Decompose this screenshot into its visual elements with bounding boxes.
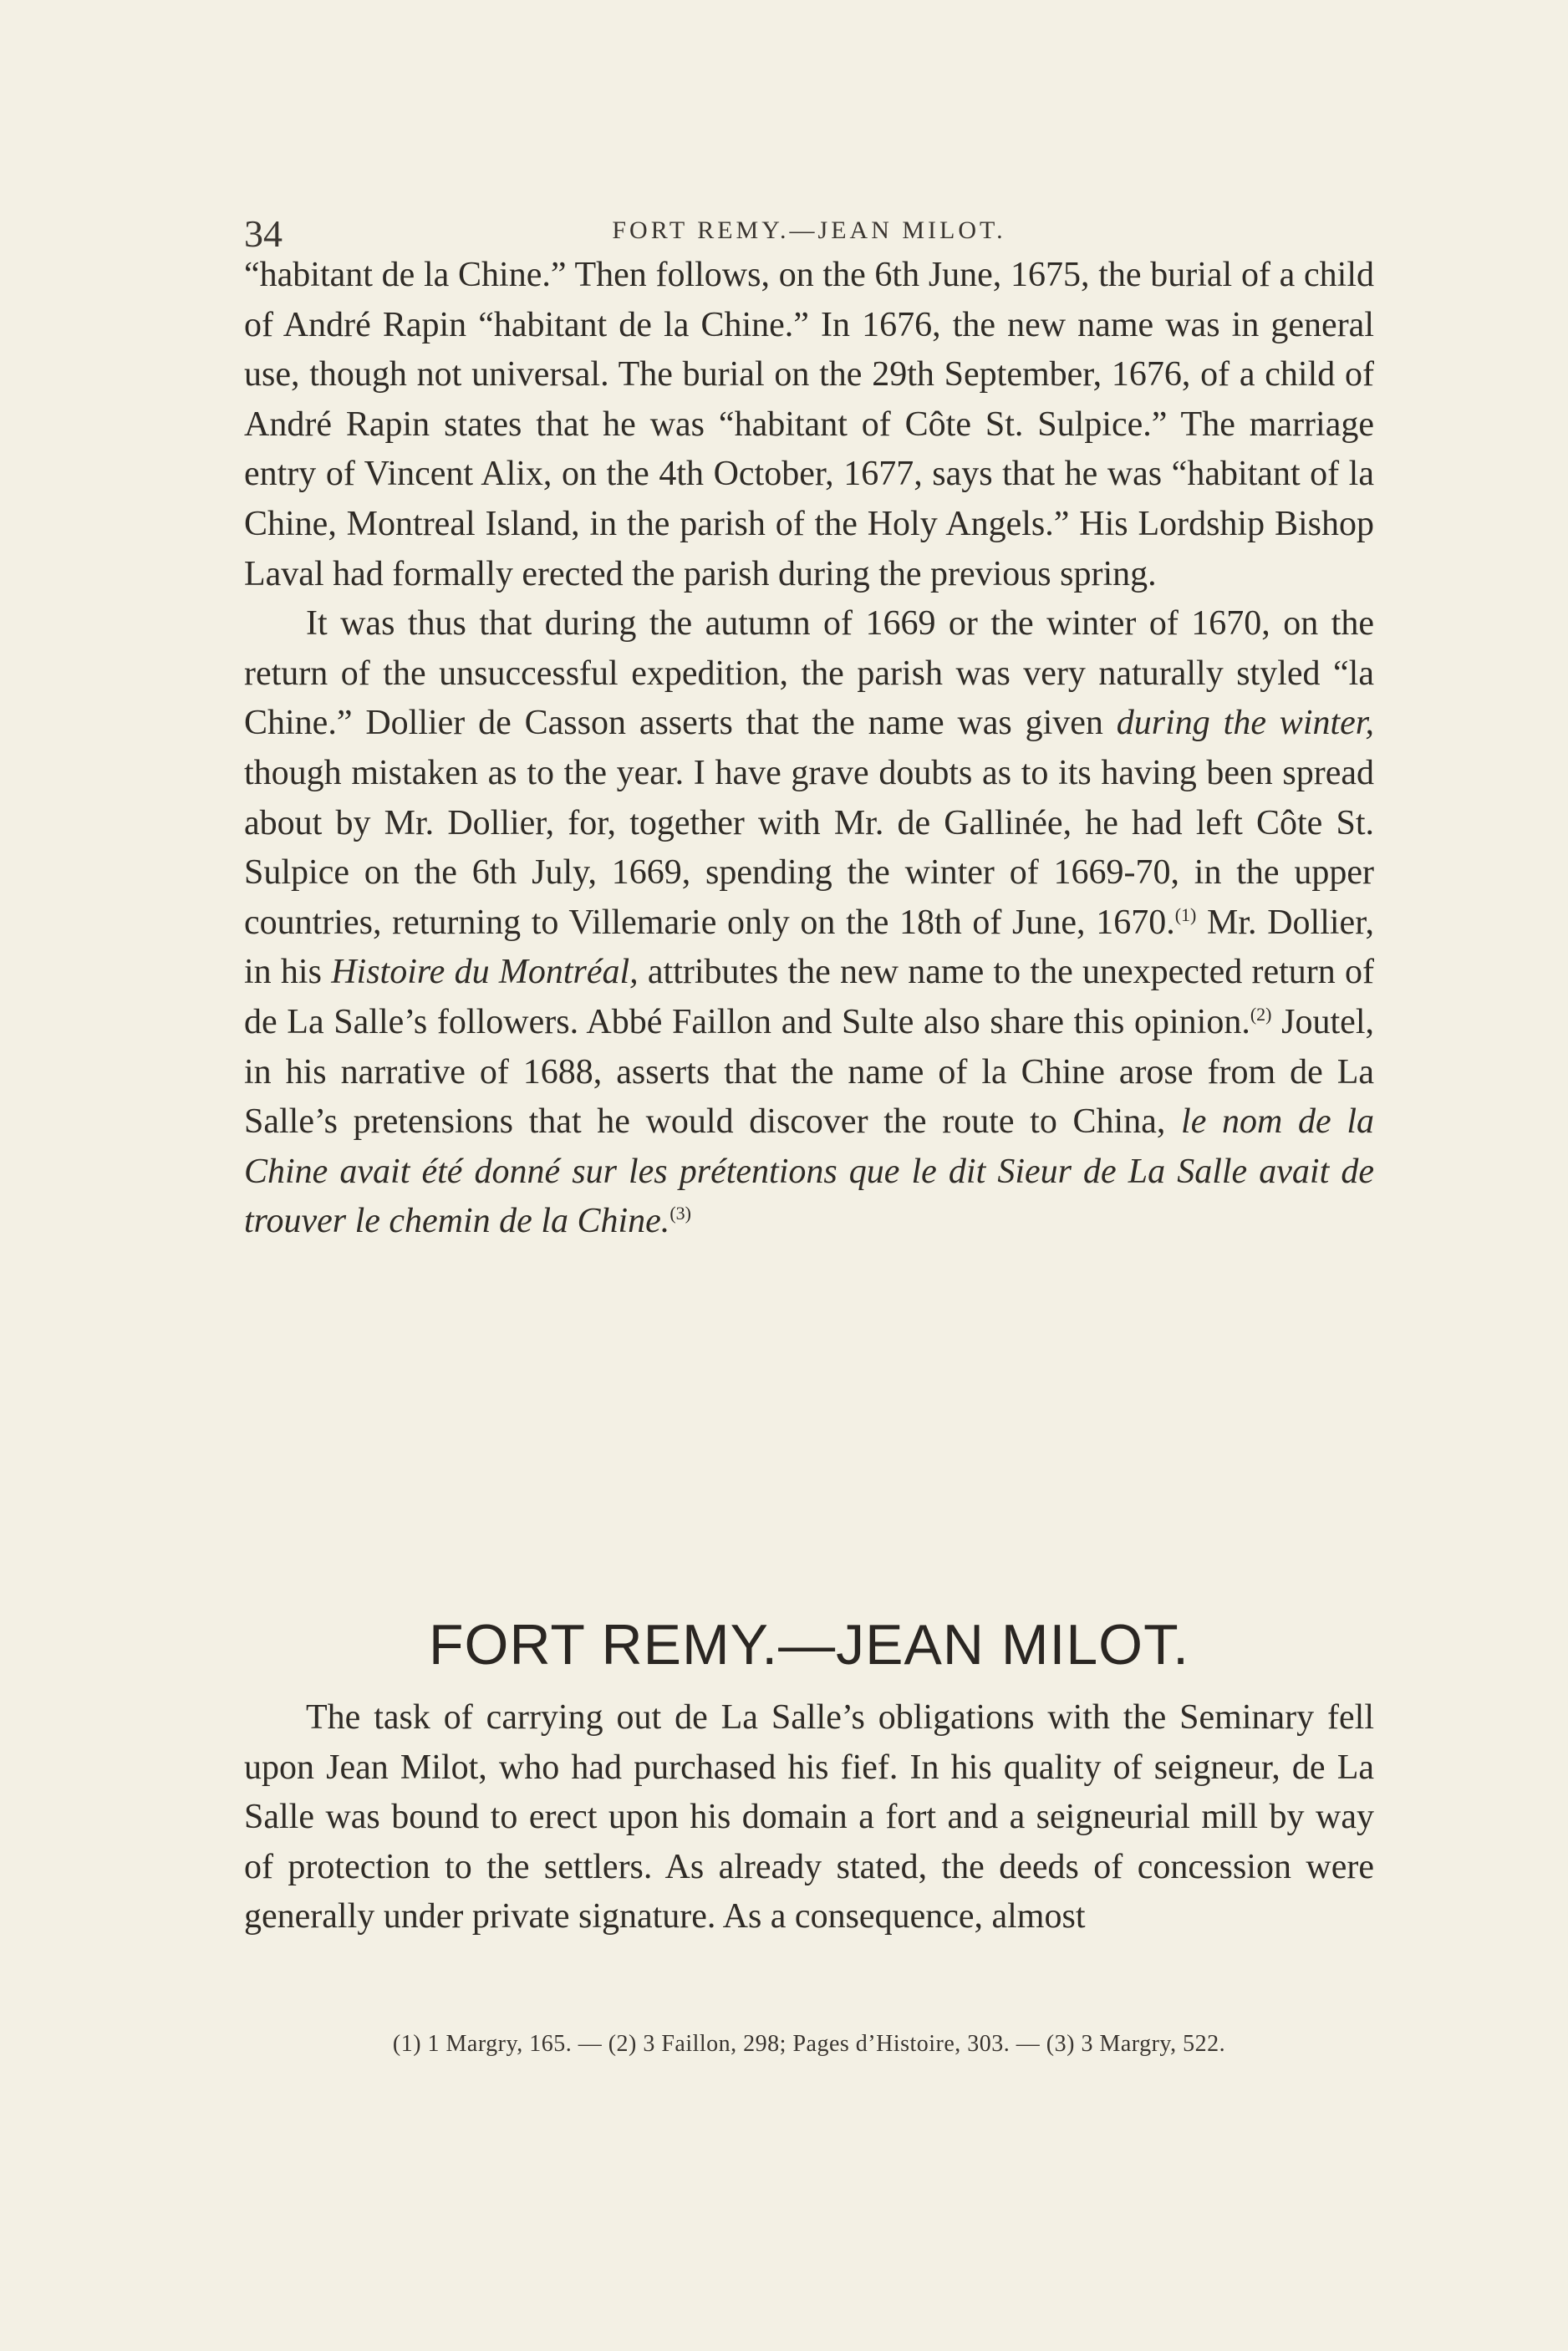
paragraph-continuation: “habitant de la Chine.” Then follows, on the 6th June, 1675, the burial of a child of André Rapin “habitant de la Chine.” In 1676, the new name was in general use, though not universal. The burial on the 29th September, 1676, of a child of André Rapin states that he was “habitant of Côte St. Sulpice.” The marriage entry of Vincent Alix, on the 4th October, 1677, says that he was “habitant of la Chine, Montreal Island, in the parish of the Holy Angels.” His Lordship Bishop Laval had formally erected the parish during the previous spring. bbox=[244, 256, 1374, 593]
text-run: It was thus that during the autumn of 1669 or the winter of 1670, on the return of the unsuccessful expedition, the parish was very naturally styled “la Chine.” Dollier de Casson asserts that the name was given bbox=[244, 604, 1374, 743]
body-text-top bbox=[244, 251, 1374, 1247]
section-heading: FORT REMY.—JEAN MILOT. bbox=[429, 1613, 1189, 1677]
page-number: 34 bbox=[244, 212, 283, 255]
paragraph-la-chine-origin bbox=[244, 599, 1374, 1247]
text-run: Joutel, in his narrative of 1688, asserts that the name of la Chine arose from de La Salle’s pretensions that he would discover the route to China, bbox=[244, 1002, 1374, 1142]
italic-phrase: during the winter, bbox=[1116, 704, 1374, 743]
paragraph-fort-remy: The task of carrying out de La Salle’s obligations with the Seminary fell upon Jean Milot, who had purchased his fief. In his quality of seigneur, de La Salle was bound to erect upon his domain a fort and a seigneurial mill by way of protection to the settlers. As already stated, the deeds of concession were generally under private signature. As a consequence, almost bbox=[244, 1698, 1374, 1936]
text-run: though mistaken as to the year. I have grave doubts as to its having been spread about by Mr. Dollier, for, together with Mr. de Gallinée, he had left Côte St. Sulpice on the 6th July, 1669, spending the winter of 1669-70, in the upper countries, returning to Villemarie only on the 18th of June, 1670. bbox=[244, 753, 1374, 942]
footnote-ref-1: (1) bbox=[1174, 903, 1197, 925]
footnotes: (1) 1 Margry, 165. — (2) 3 Faillon, 298; Pages d’Histoire, 303. — (3) 3 Margry, 522. bbox=[392, 2031, 1226, 2057]
body-text-bottom bbox=[244, 1693, 1374, 1942]
italic-title: Histoire du Montréal, bbox=[331, 953, 639, 992]
text-run: Mr. Dollier, in his bbox=[244, 903, 1374, 992]
footnote-ref-3: (3) bbox=[669, 1203, 691, 1224]
running-title: FORT REMY.—JEAN MILOT. bbox=[612, 216, 1006, 244]
text-run: attributes the new name to the unexpected return of de La Salle’s followers. Abbé Faillon and Sulte also share this opinion. bbox=[244, 953, 1375, 1041]
italic-quotation: le nom de la Chine avait été donné sur les prétentions que le dit Sieur de La Salle avait de trouver le chemin de la Chine. bbox=[244, 1102, 1375, 1241]
footnote-ref-2: (2) bbox=[1250, 1003, 1272, 1025]
